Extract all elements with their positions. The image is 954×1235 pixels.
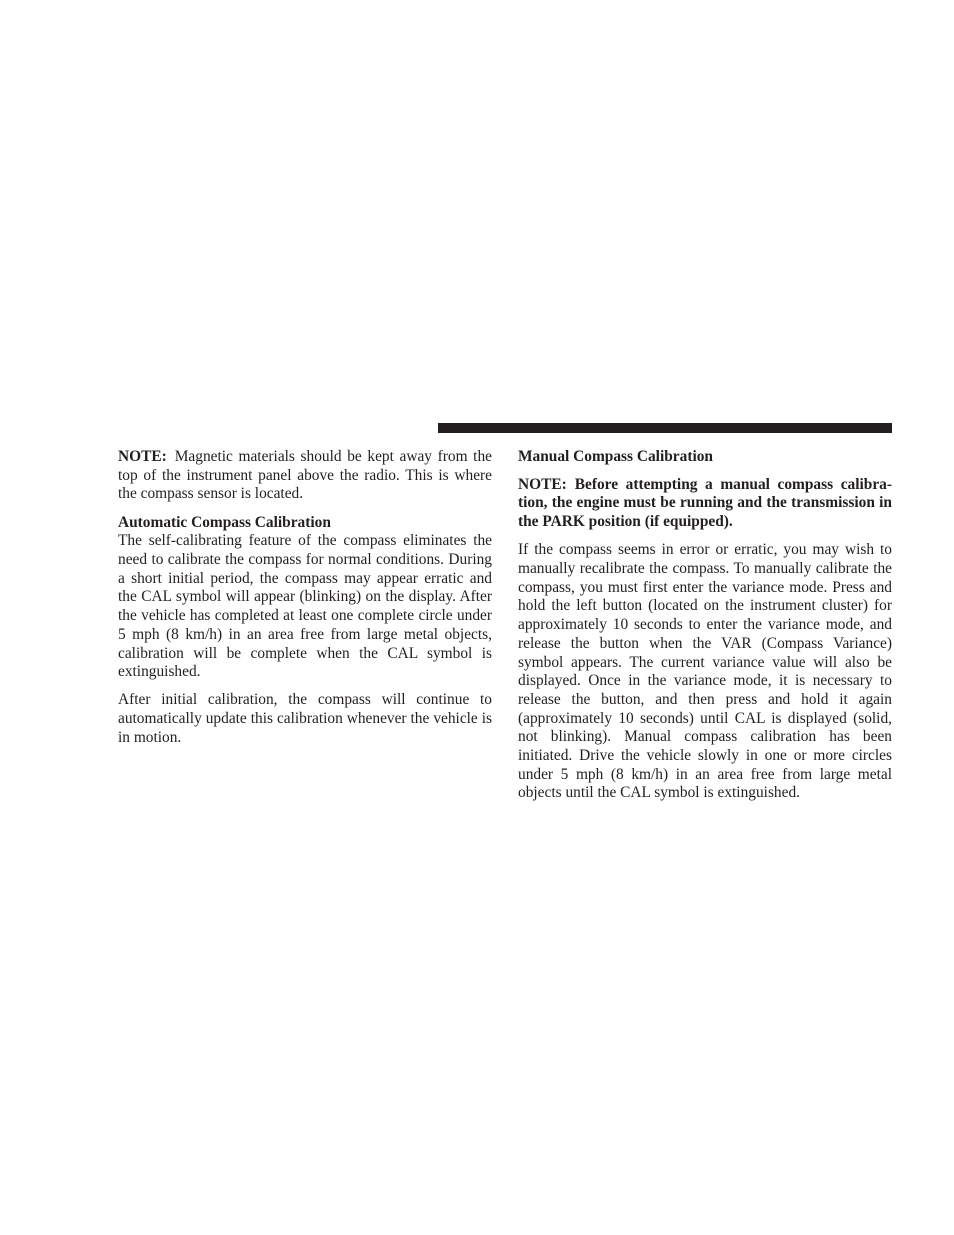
right-column bbox=[518, 448, 892, 813]
manual-calibration-paragraph: If the compass seems in error or erratic, you may wish to manually recalibrate the compass. To manually calibrate the compass, you must first enter the variance mode. Press and hold the left button (located on the instrument cluster) for approximately 10 seconds to enter the variance mode, and release the button when the VAR (Compass Variance) symbol appears. The current variance value will also be displayed. Once in the variance mode, it is necessary to release the button, and then press and hold it again (approximately 10 seconds) until CAL is displayed (solid, not blinking). Manual compass calibration has been initiated. Drive the vehicle slowly in one or more circles under 5 mph (8 km/h) in an area free from large metal objects until the CAL symbol is extinguished. bbox=[518, 541, 892, 802]
magnetic-note bbox=[118, 448, 492, 504]
left-column bbox=[118, 448, 492, 757]
automatic-calibration-heading: Automatic Compass Calibration bbox=[118, 513, 331, 531]
initial-calibration-paragraph: After initial calibration, the compass will continue to automatically update this calibration whenever the vehicle is in motion. bbox=[118, 691, 492, 746]
section-header-rule bbox=[438, 423, 892, 433]
note-label: NOTE: bbox=[518, 475, 567, 493]
note-label: NOTE: bbox=[118, 448, 167, 465]
automatic-calibration-paragraph: The self-calibrating feature of the compass eliminates the need to calibrate the compass for normal conditions. During a short initial period, the compass may appear erratic and the CAL symbol will appear (blinking) on the display. After the vehicle has completed at least one complete circle under 5 mph (8 km/h) in an area free from large metal objects, calibration will be complete when the CAL symbol is extinguished. bbox=[118, 532, 492, 681]
manual-calibration-note bbox=[518, 476, 892, 532]
manual-calibration-heading: Manual Compass Calibration bbox=[518, 448, 713, 465]
note-text: Magnetic materials should be kept away from the top of the instrument panel above the radio. This is where the compass sensor is located. bbox=[118, 448, 492, 503]
note-text: Before attempting a manual compass calibration, the engine must be running and the transmission in the PARK position (if equipped). bbox=[518, 475, 892, 531]
